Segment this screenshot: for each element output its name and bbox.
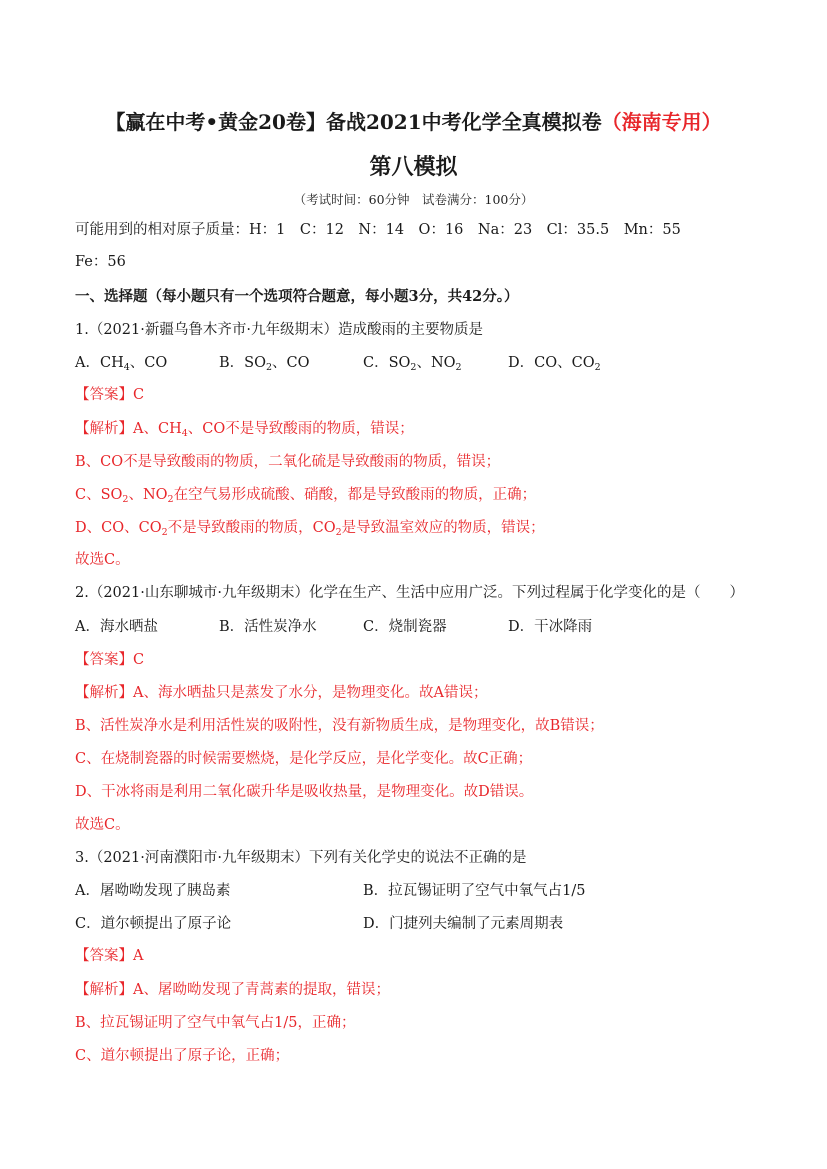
- q1-option-b: B．$SO_2$、CO: [219, 355, 310, 373]
- q3-explanation-2: B、拉瓦锡证明了空气中氧气占1/5，正确；: [75, 1015, 356, 1031]
- q1-stem: 1.（2021·新疆乌鲁木齐市·九年级期末）造成酸雨的主要物质是: [75, 322, 483, 338]
- q3-option-d: D．门捷列夫编制了元素周期表: [363, 916, 564, 932]
- q2-conclusion: 故选C。: [75, 817, 130, 833]
- q1-answer: 【答案】C: [75, 387, 145, 403]
- q2-explanation-1: 【解析】A、海水晒盐只是蒸发了水分，是物理变化。故A错误；: [75, 685, 488, 701]
- q1-explanation-2: B、CO不是导致酸雨的物质，二氧化硫是导致酸雨的物质，错误；: [75, 454, 501, 470]
- q1-conclusion: 故选C。: [75, 552, 130, 568]
- q3-explanation-3: C、道尔顿提出了原子论，正确；: [75, 1048, 290, 1064]
- q2-explanation-3: C、在烧制瓷器的时候需要燃烧，是化学反应，是化学变化。故C正确；: [75, 751, 533, 767]
- q1-explanation-3: C、$SO_2$、$NO_2$在空气易形成硫酸、硝酸，都是导致酸雨的物质，正确；: [75, 487, 537, 505]
- q2-option-c: C．烧制瓷器: [363, 619, 447, 635]
- q2-option-a: A．海水晒盐: [75, 619, 158, 635]
- q1-explanation-4: D、CO、$CO_2$不是导致酸雨的物质，$CO_2$是导致温室效应的物质，错误；: [75, 520, 545, 538]
- title-region-label: （海南专用）: [601, 110, 722, 134]
- q3-explanation-1: 【解析】A、屠呦呦发现了青蒿素的提取，错误；: [75, 982, 390, 998]
- exam-title: 【赢在中考•黄金20卷】备战2021中考化学全真模拟卷（海南专用）: [105, 110, 722, 134]
- q1-explanation-1: 【解析】A、$CH_4$、CO不是导致酸雨的物质，错误；: [75, 421, 414, 439]
- q3-option-b: B．拉瓦锡证明了空气中氧气占1/5: [363, 883, 586, 899]
- q1-option-d: D．CO、$CO_2$: [508, 355, 601, 373]
- q1-option-c: C．$SO_2$、$NO_2$: [363, 355, 462, 373]
- q2-option-d: D．干冰降雨: [508, 619, 593, 635]
- q2-answer: 【答案】C: [75, 652, 145, 668]
- exam-subtitle: 第八模拟: [369, 154, 458, 180]
- section-heading: 一、选择题（每小题只有一个选项符合题意，每小题3分，共42分。）: [75, 288, 519, 305]
- q2-explanation-4: D、干冰将雨是利用二氧化碳升华是吸收热量，是物理变化。故D错误。: [75, 784, 534, 800]
- q2-option-b: B．活性炭净水: [219, 619, 317, 635]
- atomic-mass-line-1: 可能用到的相对原子质量：H：1 C：12 N：14 O：16 Na：23 Cl：35.5 Mn：55: [75, 222, 681, 238]
- q3-option-a: A．屠呦呦发现了胰岛素: [75, 883, 231, 899]
- q3-stem: 3.（2021·河南濮阳市·九年级期末）下列有关化学史的说法不正确的是: [75, 850, 527, 866]
- q3-answer: 【答案】A: [75, 948, 144, 964]
- q2-stem: 2.（2021·山东聊城市·九年级期末）化学在生产、生活中应用广泛。下列过程属于化学变化的是（ ）: [75, 585, 744, 601]
- atomic-mass-line-2: Fe：56: [75, 254, 126, 270]
- exam-info: （考试时间：60分钟 试卷满分：100分）: [293, 192, 534, 207]
- q3-option-c: C．道尔顿提出了原子论: [75, 916, 232, 932]
- q1-option-a: A．$CH_4$、CO: [75, 355, 168, 373]
- q2-explanation-2: B、活性炭净水是利用活性炭的吸附性，没有新物质生成，是物理变化，故B错误；: [75, 718, 604, 734]
